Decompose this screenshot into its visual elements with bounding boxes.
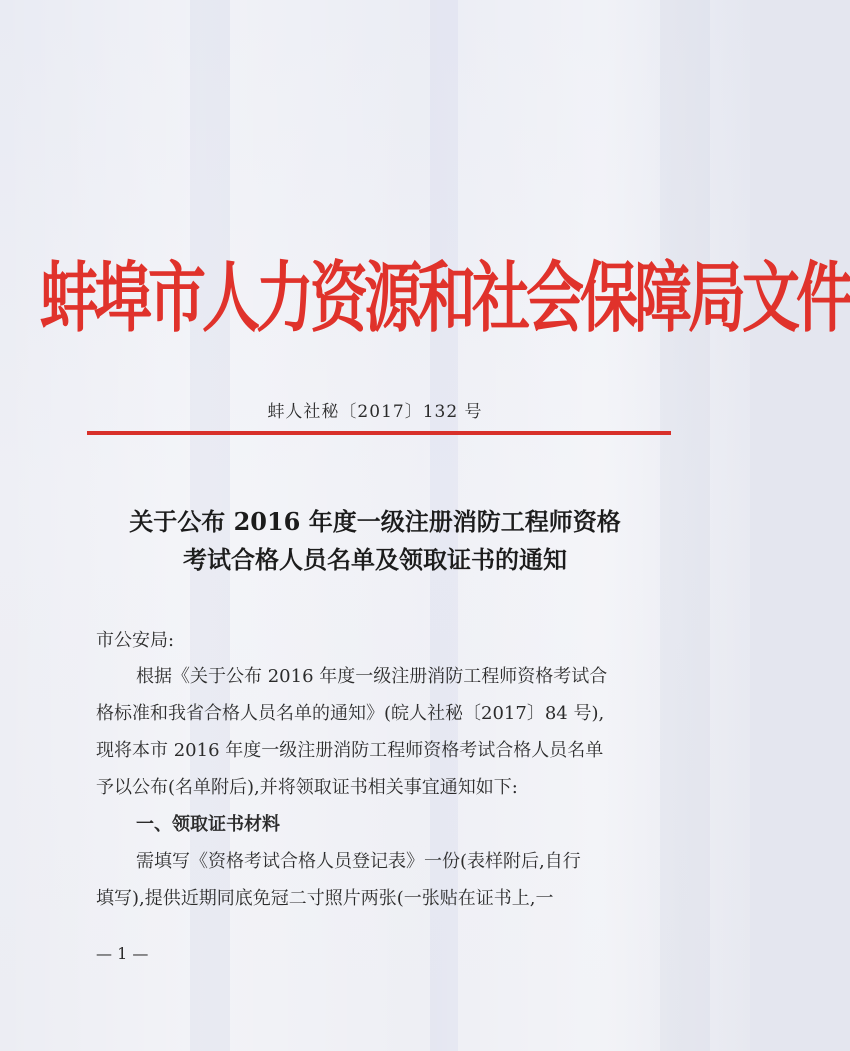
notice-title-line-2: 考试合格人员名单及领取证书的通知 <box>183 545 567 574</box>
document-number: 蚌人社秘〔2017〕132 号 <box>267 402 483 422</box>
paragraph-1-line: 格标准和我省合格人员名单的通知》(皖人社秘〔2017〕84 号), <box>96 703 605 724</box>
paragraph-1-line: 予以公布(名单附后),并将领取证书相关事宜通知如下: <box>96 777 518 798</box>
page-number: — 1 — <box>96 944 149 963</box>
agency-header-title: 蚌埠市人力资源和社会保障局文件 <box>40 253 850 343</box>
paragraph-1-line: 根据《关于公布 2016 年度一级注册消防工程师资格考试合 <box>136 666 608 687</box>
red-divider-line <box>87 431 671 435</box>
notice-title-line-1: 关于公布 2016 年度一级注册消防工程师资格 <box>129 507 621 536</box>
paragraph-1-line: 现将本市 2016 年度一级注册消防工程师资格考试合格人员名单 <box>96 740 604 761</box>
section-1-heading: 一、领取证书材料 <box>136 814 280 835</box>
paragraph-2-line: 填写),提供近期同底免冠二寸照片两张(一张贴在证书上,一 <box>96 888 554 909</box>
salutation: 市公安局: <box>96 630 175 651</box>
paragraph-2-line: 需填写《资格考试合格人员登记表》一份(表样附后,自行 <box>136 851 581 872</box>
